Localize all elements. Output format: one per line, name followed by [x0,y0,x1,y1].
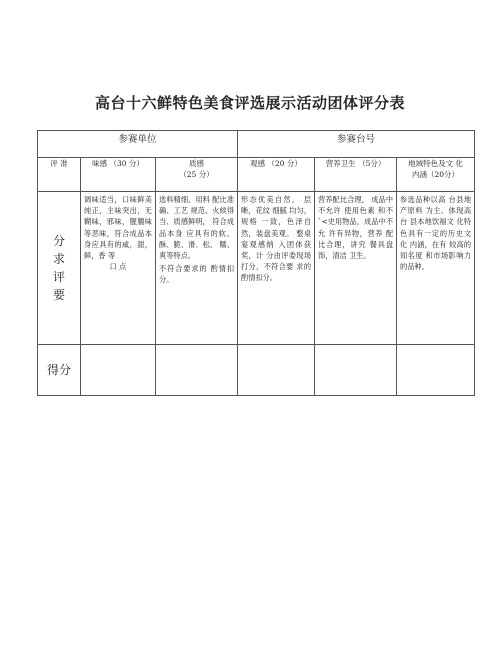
unit-label: 参赛单位 [118,134,157,145]
hygiene-criteria [315,192,397,345]
criteria-header-row [38,158,475,192]
quality-points: （25 分） [179,170,214,179]
appearance-header [238,158,315,192]
regional-score-cell[interactable] [397,345,475,396]
regional-criteria [397,192,475,345]
taste-criteria [81,192,156,345]
hygiene-header [315,158,397,192]
score-label: 得分 [46,363,71,377]
regional-header [397,158,475,192]
row-label-1: 分 [52,234,65,248]
pingzhun-label: 评 准 [50,159,68,168]
row-label-2: 求 [52,252,65,266]
appearance-label: 观感 （20 分） [250,159,302,168]
page-title: 高台十六鲜特色美食评选展示活动团体评分表 [94,94,405,112]
taste-score-cell[interactable] [81,345,156,396]
taste-header [81,158,156,192]
quality-criteria-text: 选料精细、用料 配比准确、工艺 规范、火候得 当、质感鲜明， 符合成品本身 应具有的软、 酥、脆、滑、松、 糯、爽等特点。 [159,195,235,261]
score-row [38,345,475,396]
taste-criteria-tail: 口 点 [109,262,127,272]
taste-criteria-text: 调味适当，口味鲜美纯正，主味突出，无糊味，邪味，腥膻味等恶味，符合成品本身应具有的咸，甜，鲜，香 等 [84,195,152,261]
unit-label-cell [38,131,238,158]
hygiene-criteria-text: 营养配比合理， 成品中不允许 使用色素 和不`<史用物品，成品中不允 许有异物，营养 配比合理，讲究 餐具盘饰，清洁 卫生。 [318,195,394,261]
pingzhun-header [38,158,81,192]
criteria-row [38,192,475,345]
regional-label: 地域特色及文 化 [408,159,463,168]
number-label-cell [238,131,475,158]
appearance-criteria [238,192,315,345]
hygiene-label: 营养卫生 （5分） [325,159,386,168]
score-label-cell [38,345,81,396]
appearance-criteria-text: 形态优美自然， 层晰，花纹 细腻 均匀，规格 一致，色泽自 然，装盘美观。 整桌宴观感纳 入团体获奖，计 分由评委现场 打分，不符合要 求的酌情扣分。 [241,195,312,283]
appearance-score-cell[interactable] [238,345,315,396]
hygiene-score-cell[interactable] [315,345,397,396]
requirement-label-cell [38,192,81,345]
scoring-table [37,130,475,396]
regional-points: 内涵（20分） [412,170,460,179]
row-label-4: 要 [52,288,65,302]
row-label-3: 评 [52,270,65,284]
quality-criteria-note: 不符合要求的 酌情扣分。 [159,264,235,285]
regional-criteria-text: 参选品种以高 台县地产原料 为主。体现高台 县本地饮福文 化特色具有一定的历史文化 内涵，在有 较高的知名度 和市场影响力的品种。 [400,195,472,272]
quality-header [156,158,238,192]
taste-label: 味感 （30 分） [92,159,144,168]
quality-score-cell[interactable] [156,345,238,396]
quality-label: 质感 [189,159,204,168]
header-row [38,131,475,158]
number-label: 参赛台号 [337,134,376,145]
quality-criteria [156,192,238,345]
